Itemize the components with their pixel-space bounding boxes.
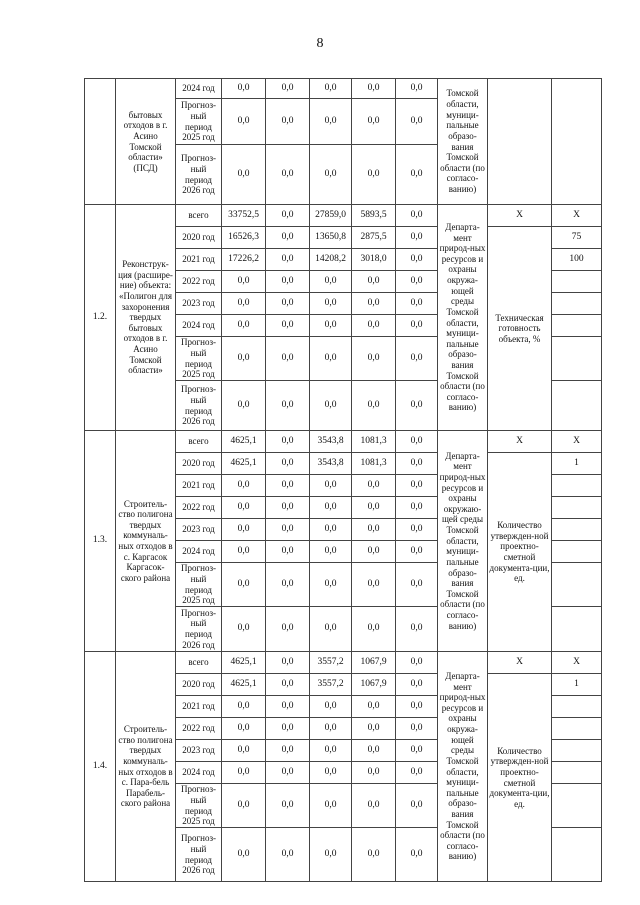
target-value-cell: 1 xyxy=(552,674,602,696)
value-cell: 0,0 xyxy=(266,381,310,431)
value-cell: 3018,0 xyxy=(352,249,396,271)
value-cell: 0,0 xyxy=(310,497,352,519)
value-cell: 0,0 xyxy=(266,674,310,696)
item-number-cell: 1.2. xyxy=(85,205,116,431)
period-label-cell: 2021 год xyxy=(176,696,222,718)
item-number-cell: 1.4. xyxy=(85,652,116,882)
target-value-cell xyxy=(552,541,602,563)
value-cell: 27859,0 xyxy=(310,205,352,227)
value-cell: 0,0 xyxy=(352,718,396,740)
value-cell: 0,0 xyxy=(396,519,438,541)
period-label-cell: 2020 год xyxy=(176,227,222,249)
value-cell: 0,0 xyxy=(396,337,438,381)
value-cell: 0,0 xyxy=(396,205,438,227)
value-cell: 0,0 xyxy=(352,607,396,652)
value-cell: 0,0 xyxy=(222,541,266,563)
period-label-cell: 2024 год xyxy=(176,541,222,563)
value-cell: 0,0 xyxy=(352,381,396,431)
value-cell: 2875,5 xyxy=(352,227,396,249)
value-cell: 0,0 xyxy=(266,99,310,145)
period-label-cell: 2022 год xyxy=(176,271,222,293)
value-cell: 0,0 xyxy=(396,563,438,607)
value-cell: 0,0 xyxy=(266,652,310,674)
value-cell: 0,0 xyxy=(222,79,266,99)
value-cell: 0,0 xyxy=(396,453,438,475)
page-number: 8 xyxy=(316,36,324,51)
value-cell: 3557,2 xyxy=(310,674,352,696)
value-cell: 0,0 xyxy=(396,475,438,497)
value-cell: 0,0 xyxy=(396,784,438,828)
measure-name-cell: бытовых отходов в г. Асино Томской области» (ПСД) xyxy=(116,79,176,205)
value-cell: 0,0 xyxy=(222,99,266,145)
value-cell: 0,0 xyxy=(222,563,266,607)
executor-cell: Департа-мент природ-ных ресурсов и охраны окружа-ющей среды Томской области, муници-пальные образо-вания Томской области (по согласо-ванию) xyxy=(438,652,488,882)
target-value-cell xyxy=(552,497,602,519)
target-cell xyxy=(552,79,602,205)
value-cell: 0,0 xyxy=(310,828,352,882)
value-cell: 0,0 xyxy=(310,271,352,293)
indicator-mark-cell: Х xyxy=(488,652,552,674)
value-cell: 0,0 xyxy=(396,249,438,271)
indicator-cell: Количество утвержден-ной проектно-сметной документа-ции, ед. xyxy=(488,674,552,882)
value-cell: 0,0 xyxy=(352,475,396,497)
value-cell: 0,0 xyxy=(396,740,438,762)
target-value-cell xyxy=(552,696,602,718)
value-cell: 0,0 xyxy=(266,607,310,652)
period-label-cell: всего xyxy=(176,431,222,453)
value-cell: 0,0 xyxy=(266,79,310,99)
target-value-cell xyxy=(552,337,602,381)
target-value-cell: Х xyxy=(552,205,602,227)
value-cell: 0,0 xyxy=(352,79,396,99)
value-cell: 0,0 xyxy=(266,249,310,271)
period-label-cell: 2020 год xyxy=(176,453,222,475)
value-cell: 0,0 xyxy=(396,99,438,145)
table-row xyxy=(85,431,602,453)
value-cell: 0,0 xyxy=(352,784,396,828)
value-cell: 0,0 xyxy=(266,293,310,315)
value-cell: 0,0 xyxy=(396,271,438,293)
value-cell: 0,0 xyxy=(310,541,352,563)
period-label-cell: всего xyxy=(176,205,222,227)
period-label-cell: Прогноз-ный период 2025 год xyxy=(176,99,222,145)
value-cell: 0,0 xyxy=(396,145,438,205)
value-cell: 0,0 xyxy=(222,740,266,762)
indicator-mark-cell: Х xyxy=(488,431,552,453)
value-cell: 13650,8 xyxy=(310,227,352,249)
target-value-cell: 75 xyxy=(552,227,602,249)
period-label-cell: 2023 год xyxy=(176,293,222,315)
measure-name-cell: Строитель-ство полигона твердых коммуналь-ных отходов в с. Каргасок Каргасок-ского района xyxy=(116,431,176,652)
indicator-cell: Техническая готовность объекта, % xyxy=(488,227,552,431)
value-cell: 0,0 xyxy=(222,381,266,431)
value-cell: 0,0 xyxy=(396,674,438,696)
target-value-cell xyxy=(552,519,602,541)
target-value-cell xyxy=(552,475,602,497)
value-cell: 0,0 xyxy=(222,519,266,541)
target-value-cell xyxy=(552,381,602,431)
value-cell: 0,0 xyxy=(396,227,438,249)
value-cell: 4625,1 xyxy=(222,453,266,475)
indicator-cell: Количество утвержден-ной проектно-сметной документа-ции, ед. xyxy=(488,453,552,652)
period-label-cell: Прогноз-ный период 2026 год xyxy=(176,381,222,431)
value-cell: 0,0 xyxy=(310,79,352,99)
value-cell: 0,0 xyxy=(310,718,352,740)
value-cell: 0,0 xyxy=(222,315,266,337)
value-cell: 0,0 xyxy=(396,79,438,99)
value-cell: 1067,9 xyxy=(352,674,396,696)
value-cell: 0,0 xyxy=(396,828,438,882)
period-label-cell: Прогноз-ный период 2025 год xyxy=(176,784,222,828)
period-label-cell: 2020 год xyxy=(176,674,222,696)
value-cell: 0,0 xyxy=(266,541,310,563)
target-value-cell xyxy=(552,563,602,607)
value-cell: 4625,1 xyxy=(222,652,266,674)
value-cell: 0,0 xyxy=(266,519,310,541)
value-cell: 0,0 xyxy=(396,293,438,315)
value-cell: 0,0 xyxy=(396,381,438,431)
value-cell: 0,0 xyxy=(310,99,352,145)
target-value-cell xyxy=(552,784,602,828)
target-value-cell xyxy=(552,607,602,652)
target-value-cell xyxy=(552,828,602,882)
value-cell: 0,0 xyxy=(396,315,438,337)
value-cell: 0,0 xyxy=(352,145,396,205)
value-cell: 0,0 xyxy=(266,453,310,475)
value-cell: 0,0 xyxy=(266,497,310,519)
value-cell: 0,0 xyxy=(352,828,396,882)
value-cell: 0,0 xyxy=(352,99,396,145)
item-number-cell: 1.3. xyxy=(85,431,116,652)
value-cell: 0,0 xyxy=(310,740,352,762)
value-cell: 0,0 xyxy=(352,315,396,337)
table-row xyxy=(85,652,602,674)
period-label-cell: 2023 год xyxy=(176,519,222,541)
target-value-cell: 100 xyxy=(552,249,602,271)
executor-cell: Департа-мент природ-ных ресурсов и охраны окружаю-щей среды Томской области, муници-пальные образо-вания Томской области (по согласо-ванию) xyxy=(438,431,488,652)
value-cell: 0,0 xyxy=(266,271,310,293)
target-value-cell xyxy=(552,718,602,740)
value-cell: 0,0 xyxy=(396,696,438,718)
value-cell: 0,0 xyxy=(222,497,266,519)
value-cell: 4625,1 xyxy=(222,674,266,696)
value-cell: 0,0 xyxy=(310,293,352,315)
period-label-cell: 2021 год xyxy=(176,249,222,271)
value-cell: 0,0 xyxy=(352,293,396,315)
value-cell: 0,0 xyxy=(310,315,352,337)
measure-name-cell: Реконструк-ция (расшире-ние) объекта: «Полигон для захоронения твердых бытовых отходов в г. Асино Томской области» xyxy=(116,205,176,431)
value-cell: 0,0 xyxy=(396,541,438,563)
indicator-cell xyxy=(488,79,552,205)
target-value-cell xyxy=(552,740,602,762)
value-cell: 1081,3 xyxy=(352,431,396,453)
value-cell: 0,0 xyxy=(222,696,266,718)
value-cell: 0,0 xyxy=(266,205,310,227)
value-cell: 0,0 xyxy=(310,381,352,431)
executor-cell: Департа-мент природ-ных ресурсов и охраны окружа-ющей среды Томской области, муници-пальные образо-вания Томской области (по согласо-ванию) xyxy=(438,205,488,431)
target-value-cell: Х xyxy=(552,652,602,674)
target-value-cell: Х xyxy=(552,431,602,453)
value-cell: 0,0 xyxy=(352,497,396,519)
value-cell: 0,0 xyxy=(266,337,310,381)
value-cell: 17226,2 xyxy=(222,249,266,271)
table-row xyxy=(85,79,602,99)
value-cell: 33752,5 xyxy=(222,205,266,227)
value-cell: 3557,2 xyxy=(310,652,352,674)
value-cell: 0,0 xyxy=(310,519,352,541)
value-cell: 5893,5 xyxy=(352,205,396,227)
measure-name-cell: Строитель-ство полигона твердых коммуналь-ных отходов в с. Пара-бель Парабель-ского района xyxy=(116,652,176,882)
value-cell: 0,0 xyxy=(396,497,438,519)
value-cell: 0,0 xyxy=(310,563,352,607)
value-cell: 0,0 xyxy=(352,541,396,563)
value-cell: 0,0 xyxy=(310,145,352,205)
value-cell: 0,0 xyxy=(352,563,396,607)
value-cell: 0,0 xyxy=(266,762,310,784)
value-cell: 16526,3 xyxy=(222,227,266,249)
period-label-cell: 2021 год xyxy=(176,475,222,497)
period-label-cell: Прогноз-ный период 2025 год xyxy=(176,337,222,381)
period-label-cell: 2022 год xyxy=(176,497,222,519)
period-label-cell: 2023 год xyxy=(176,740,222,762)
value-cell: 0,0 xyxy=(310,337,352,381)
value-cell: 0,0 xyxy=(266,828,310,882)
value-cell: 0,0 xyxy=(352,337,396,381)
value-cell: 0,0 xyxy=(222,828,266,882)
target-value-cell: 1 xyxy=(552,453,602,475)
value-cell: 0,0 xyxy=(310,475,352,497)
value-cell: 0,0 xyxy=(266,718,310,740)
program-table xyxy=(84,78,602,882)
value-cell: 0,0 xyxy=(352,519,396,541)
value-cell: 0,0 xyxy=(352,271,396,293)
value-cell: 0,0 xyxy=(352,696,396,718)
value-cell: 0,0 xyxy=(266,431,310,453)
value-cell: 0,0 xyxy=(266,475,310,497)
value-cell: 0,0 xyxy=(396,431,438,453)
value-cell: 1081,3 xyxy=(352,453,396,475)
value-cell: 0,0 xyxy=(266,696,310,718)
value-cell: 0,0 xyxy=(396,762,438,784)
value-cell: 0,0 xyxy=(266,740,310,762)
period-label-cell: Прогноз-ный период 2026 год xyxy=(176,607,222,652)
table-row xyxy=(85,205,602,227)
target-value-cell xyxy=(552,315,602,337)
value-cell: 0,0 xyxy=(222,475,266,497)
target-value-cell xyxy=(552,271,602,293)
value-cell: 3543,8 xyxy=(310,453,352,475)
value-cell: 0,0 xyxy=(396,652,438,674)
period-label-cell: Прогноз-ный период 2025 год xyxy=(176,563,222,607)
value-cell: 0,0 xyxy=(352,740,396,762)
value-cell: 0,0 xyxy=(222,607,266,652)
value-cell: 0,0 xyxy=(266,145,310,205)
value-cell: 14208,2 xyxy=(310,249,352,271)
target-value-cell xyxy=(552,293,602,315)
value-cell: 0,0 xyxy=(222,293,266,315)
indicator-mark-cell: Х xyxy=(488,205,552,227)
value-cell: 0,0 xyxy=(310,784,352,828)
value-cell: 0,0 xyxy=(266,784,310,828)
period-label-cell: 2024 год xyxy=(176,79,222,99)
value-cell: 1067,9 xyxy=(352,652,396,674)
target-value-cell xyxy=(552,762,602,784)
value-cell: 0,0 xyxy=(222,762,266,784)
value-cell: 0,0 xyxy=(222,337,266,381)
value-cell: 3543,8 xyxy=(310,431,352,453)
value-cell: 0,0 xyxy=(222,784,266,828)
value-cell: 0,0 xyxy=(310,762,352,784)
value-cell: 0,0 xyxy=(266,227,310,249)
value-cell: 0,0 xyxy=(222,145,266,205)
value-cell: 0,0 xyxy=(396,607,438,652)
executor-cell: Томской области, муници-пальные образо-вания Томской области (по согласо-ванию) xyxy=(438,79,488,205)
value-cell: 0,0 xyxy=(266,315,310,337)
value-cell: 0,0 xyxy=(266,563,310,607)
value-cell: 0,0 xyxy=(310,607,352,652)
value-cell: 0,0 xyxy=(396,718,438,740)
period-label-cell: всего xyxy=(176,652,222,674)
item-number-cell xyxy=(85,79,116,205)
value-cell: 0,0 xyxy=(222,271,266,293)
period-label-cell: Прогноз-ный период 2026 год xyxy=(176,828,222,882)
period-label-cell: 2024 год xyxy=(176,315,222,337)
period-label-cell: Прогноз-ный период 2026 год xyxy=(176,145,222,205)
value-cell: 0,0 xyxy=(222,718,266,740)
period-label-cell: 2022 год xyxy=(176,718,222,740)
value-cell: 0,0 xyxy=(352,762,396,784)
value-cell: 0,0 xyxy=(310,696,352,718)
value-cell: 4625,1 xyxy=(222,431,266,453)
period-label-cell: 2024 год xyxy=(176,762,222,784)
